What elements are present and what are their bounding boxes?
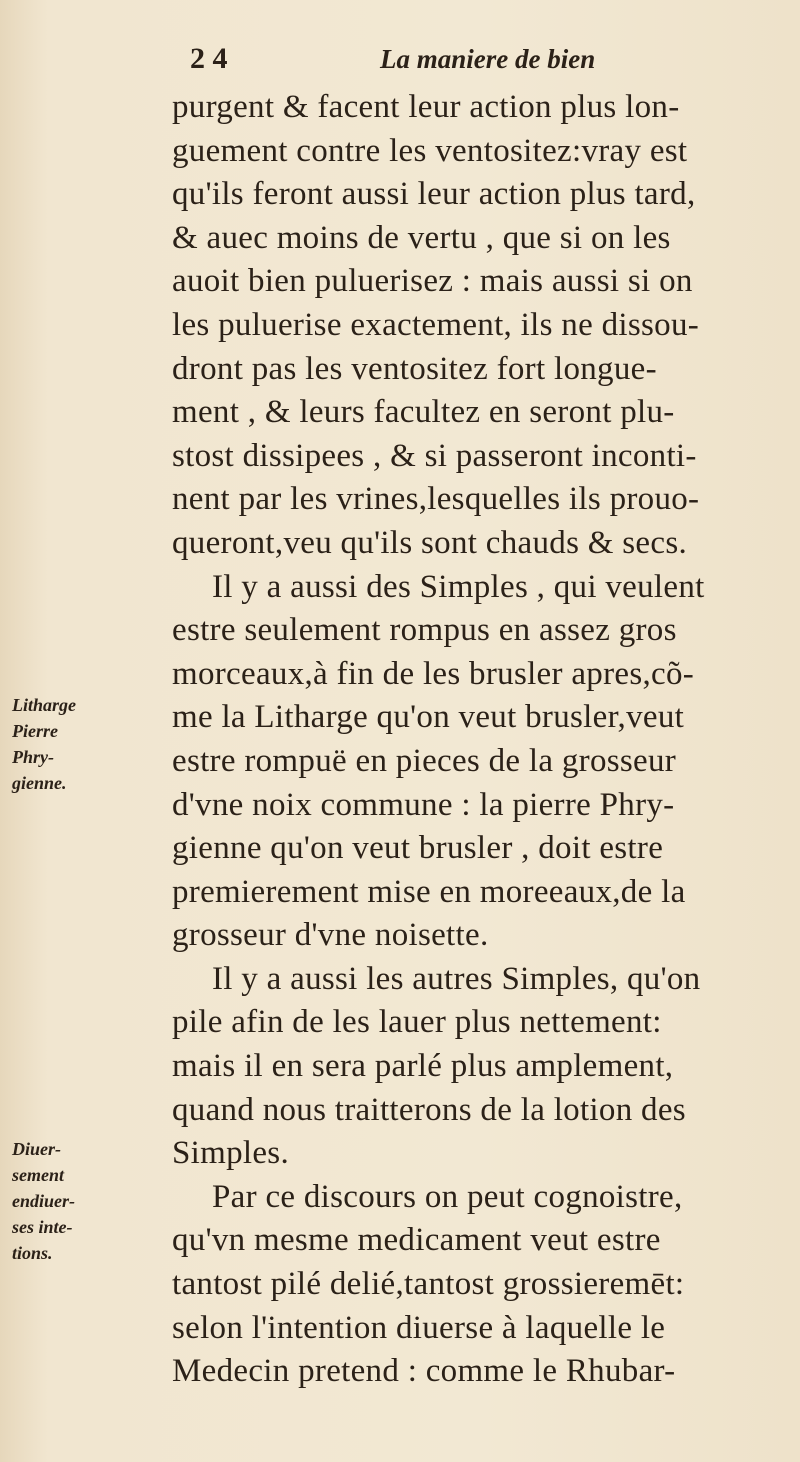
text-line: nent par les vrines,lesquelles ils prouo- <box>172 481 700 518</box>
text-line: Simples. <box>172 1135 289 1172</box>
text-line: les puluerise exactement, ils ne dissou- <box>172 306 700 343</box>
text-line: Par ce discours on peut cognoistre, <box>212 1178 683 1215</box>
text-line: premierement mise en moreeaux,de la <box>172 873 686 910</box>
text-line: mais il en sera parlé plus amplement, <box>172 1048 674 1085</box>
margin-note-diuersement <box>12 1136 112 1266</box>
text-line: quand nous traitterons de la lotion des <box>172 1091 686 1128</box>
margin-note-line: Litharge <box>12 695 77 715</box>
text-line: dront pas les ventositez fort longue- <box>172 350 657 387</box>
body-text <box>172 86 792 1394</box>
text-line: d'vne noix commune : la pierre Phry- <box>172 786 675 823</box>
margin-note-line: Pierre <box>12 721 58 741</box>
margin-note-line: ses inte- <box>12 1217 73 1237</box>
running-title: La maniere de bien <box>380 44 596 74</box>
margin-note-line: endiuer- <box>12 1191 75 1211</box>
margin-note-line: Phry- <box>12 747 54 767</box>
text-line: purgent & facent leur action plus lon- <box>172 89 680 125</box>
text-line: grosseur d'vne noisette. <box>172 917 489 954</box>
margin-note-line: Diuer- <box>12 1139 61 1159</box>
text-line: qu'ils feront aussi leur action plus tard, <box>172 176 696 213</box>
text-line: guement contre les ventositez:vray est <box>172 132 688 169</box>
text-line: me la Litharge qu'on veut brusler,veut <box>172 699 685 736</box>
text-line: pile afin de les lauer plus nettement: <box>172 1004 662 1041</box>
text-line: morceaux,à fin de les brusler apres,cõ- <box>172 655 695 692</box>
text-line: Il y a aussi des Simples , qui veulent <box>212 568 705 605</box>
text-line: auoit bien puluerisez : mais aussi si on <box>172 263 693 300</box>
page-header <box>190 42 760 82</box>
text-line: stost dissipees , & si passeront inconti- <box>172 437 697 474</box>
text-line: selon l'intention diuerse à laquelle le <box>172 1309 666 1346</box>
text-line: Il y a aussi les autres Simples, qu'on <box>212 960 701 997</box>
margin-note-line: sement <box>12 1165 64 1185</box>
text-line: qu'vn mesme medicament veut estre <box>172 1222 661 1259</box>
text-line: & auec moins de vertu , que si on les <box>172 219 671 256</box>
text-line: estre seulement rompus en assez gros <box>172 612 677 649</box>
text-line: queront,veu qu'ils sont chauds & secs. <box>172 524 688 561</box>
text-line: tantost pilé delié,tantost grossieremēt: <box>172 1266 685 1303</box>
text-line: estre rompuë en pieces de la grosseur <box>172 742 677 779</box>
text-line: ment , & leurs facultez en seront plu- <box>172 394 675 431</box>
text-line: Medecin pretend : comme le Rhubar- <box>172 1353 676 1390</box>
margin-note-line: gienne. <box>12 773 67 793</box>
text-line: gienne qu'on veut brusler , doit estre <box>172 830 664 867</box>
page-number: 2 4 <box>190 42 228 75</box>
margin-note-litharge <box>12 692 112 796</box>
margin-note-line: tions. <box>12 1243 53 1263</box>
